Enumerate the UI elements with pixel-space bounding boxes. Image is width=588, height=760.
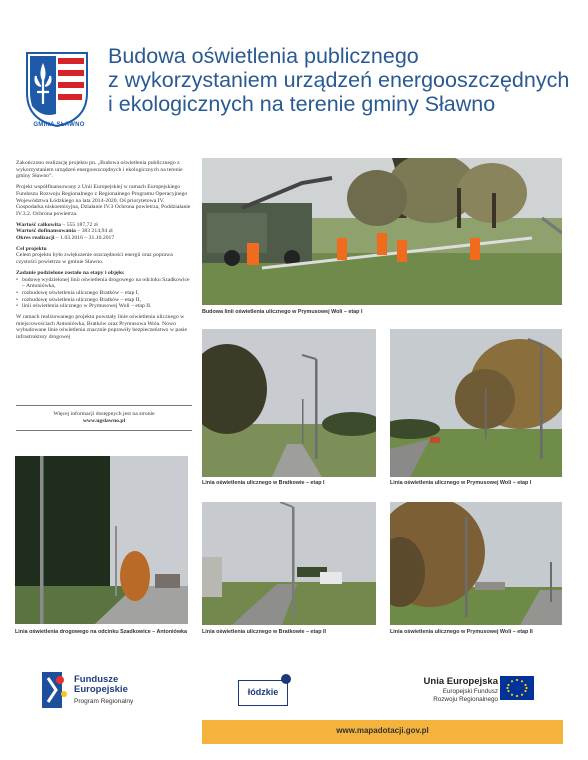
fe-line-1: Fundusze: [74, 674, 119, 685]
list-item: • rozbudowę oświetlenia ulicznego Bratków – etap I,: [16, 290, 192, 297]
title-line-2: z wykorzystaniem urządzeń energooszczędnych: [108, 68, 570, 92]
finance-block: [16, 222, 192, 242]
photo-bratkow-stage-1: [202, 329, 376, 477]
period-value: – 1.03.2016 – 31.10.2017: [55, 235, 115, 242]
intro-paragraph: Zakończono realizację projektu pn. „Budowa oświetlenia publicznego z wykorzystaniem urządzeń energooszczędnych i ekologicznych na terenie gminy Sławno”.: [16, 160, 183, 180]
cofinancing-value: – 383 214,94 zł: [77, 228, 113, 235]
tasks-list: [16, 277, 192, 311]
eu-line-3: Rozwoju Regionalnego: [433, 696, 498, 703]
eu-line-1: Unia Europejska: [423, 676, 498, 687]
summary-paragraph: W ramach realizowanego projektu powstały linie oświetlenia ulicznego w miejscowościach Antoniówka, Bratków oraz Prymusowa Wola. Nowo wybudowane linie oświetlenia znacznie poprawiły bezpieczeństwo w pasie infrastruktury drogowej: [16, 314, 188, 341]
tasks-label: Zadanie podzielone zostało na etapy i objęło:: [16, 269, 125, 276]
list-item: • budowę wydzielonej linii oświetlenia drogowego na odcinku Szadkowice – Antoniówka,: [16, 277, 192, 290]
title-line-3: i ekologicznych na terenie gminy Sławno: [108, 92, 496, 116]
fundusze-europejskie-logo: [42, 672, 68, 710]
lodzkie-logo: łódzkie: [238, 680, 288, 706]
list-item: • linii oświetlenia ulicznego w Prymusowej Woli – etap II.: [16, 303, 192, 310]
goal-block: [16, 246, 192, 266]
title-line-1: Budowa oświetlenia publicznego: [108, 44, 419, 68]
page-title: [108, 44, 568, 116]
period-label: Okres realizacji: [16, 235, 55, 242]
list-item: • rozbudowę oświetlenia ulicznego Bratków – etap II,: [16, 297, 192, 304]
tasks-block: [16, 270, 192, 310]
total-value-label: Wartość całkowita: [16, 221, 62, 228]
photo-caption: Linia oświetlenia drogowego na odcinku Szadkowice – Antoniówka: [15, 629, 188, 635]
divider: [16, 430, 192, 431]
website-link[interactable]: www.ugslawno.pl: [82, 418, 126, 424]
photo-caption: Budowa linii oświetlenia ulicznego w Prymusowej Woli – etap I: [202, 309, 363, 315]
photo-caption: Linia oświetlenia ulicznego w Bratkowie – etap II: [202, 629, 327, 635]
unia-europejska-text: [398, 676, 498, 704]
photo-caption: Linia oświetlenia ulicznego w Prymusowej Woli – etap II: [390, 629, 533, 635]
goal-text: Celem projektu było zwiększenie oszczędności energii oraz poprawa czystości powietrza w gminie Sławno.: [16, 252, 173, 266]
eu-flag-icon: [500, 676, 534, 700]
photo-prymusowa-wola-stage-1: [390, 329, 562, 477]
photo-caption: Linia oświetlenia ulicznego w Prymusowej Woli – etap I: [390, 480, 532, 486]
more-info: [16, 411, 192, 425]
cofinancing-label: Wartość dofinansowania: [16, 228, 76, 235]
photo-caption: Linia oświetlenia ulicznego w Bratkowie – etap I: [202, 480, 325, 486]
fundusze-europejskie-text: [74, 675, 133, 707]
fe-line-3: Program Regionalny: [74, 698, 134, 705]
divider: [16, 405, 192, 406]
more-info-text: Więcej informacji dostępnych jest na stronie: [53, 411, 155, 417]
photo-construction-prymusowa-wola: [202, 158, 562, 305]
lodzkie-dot-icon: [281, 674, 291, 684]
total-value: – 555 187,72 zł: [62, 221, 98, 228]
fe-line-2: Europejskie: [74, 684, 128, 695]
photo-bratkow-stage-2: [202, 502, 376, 625]
photo-prymusowa-wola-stage-2: [390, 502, 562, 625]
photo-szadkowice-antoniowka: [15, 456, 188, 624]
project-description: [16, 160, 192, 345]
funding-paragraph: Projekt współfinansowany z Unii Europejskiej w ramach Europejskiego Funduszu Rozwoju Regionalnego z Regionalnego Programu Operacyjnego Województwa Łódzkiego na lata 2014-2020, Oś priorytetowa IV. Gospodarka niskoemisyjna, Działanie IV.3 Ochrona powietrza, Poddziałanie IV.3.2. Ochrona powietrza.: [16, 184, 191, 217]
mapadotacji-link[interactable]: www.mapadotacji.gov.pl: [336, 726, 429, 735]
eu-line-2: Europejski Fundusz: [442, 688, 498, 695]
gmina-logo-caption: GMINA SŁAWNO: [33, 122, 85, 128]
gmina-crest-logo: [22, 48, 92, 128]
goal-label: Cel projektu: [16, 245, 47, 252]
